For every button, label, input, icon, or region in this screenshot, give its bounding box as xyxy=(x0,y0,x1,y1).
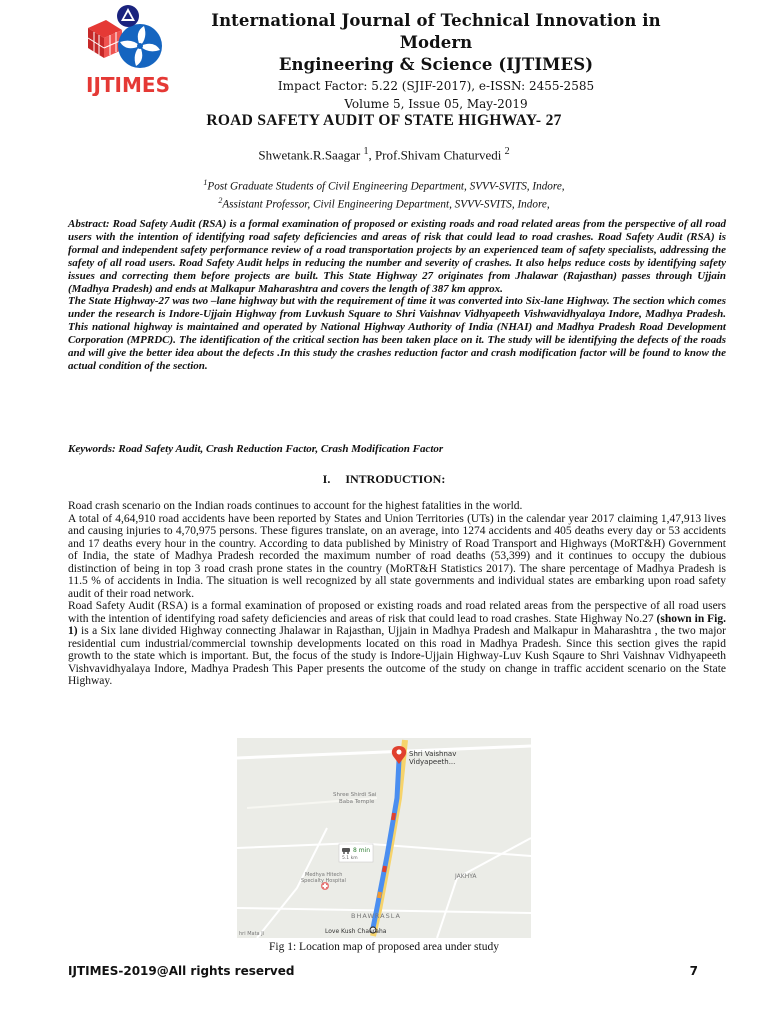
journal-title-line2: Engineering & Science (IJTIMES) xyxy=(278,55,594,74)
introduction-body xyxy=(68,500,726,688)
cube-icon xyxy=(88,20,122,58)
authors xyxy=(0,146,768,163)
abstract-paragraph-2: The State Highway-27 was two –lane highway but with the requirement of time it was converted into Six-lane Highway. The section which comes under the research is Indore-Ujjain Highway from Luvkush Square to Shri Vaishnav Vidhyapeeth Vishwavidhyalaya Indore, Madhya Pradesh. This national highway is maintained and operated by National Highway Authority of India (NHAI) and Madhya Pradesh Road Development Corporation (MPRDC). The identification of the critical section has been taken place on it. The study will be identifying the defects of the roads and will give the better idea about the defects .In this study the crashes reduction factor and crash modification factor will be found to know the actual condition of the section. xyxy=(68,295,726,372)
triangle-icon xyxy=(117,5,139,27)
destination-label-2: Vidyapeeth... xyxy=(409,758,456,766)
section-number: I. xyxy=(322,472,331,486)
hospital-label-2: Specialty Hospital xyxy=(301,878,346,884)
affiliation-2: $^2$Assistant Professor, Civil Engineering Department, SVVV-SVITS, Indore, xyxy=(218,195,550,211)
copyright-footer: IJTIMES-2019@All rights reserved xyxy=(68,964,295,978)
section-heading xyxy=(0,472,768,487)
body-paragraph-2: A total of 4,64,910 road accidents have been reported by States and Union Territories (UTs) in the calendar year 2017 claiming 1,47,913 lives and causing injuries to 4,70,975 persons. These figures translate, on an average, into 1274 accidents and 405 deaths every day or 53 accidents and 17 deaths every hour in the country. According to data published by Ministry of Road Transport and Highways (MoRT&H) Government of India, the state of Madhya Pradesh recorded the maximum number of road deaths (53,399) and it continues to occupy the dubious distinction of being in top 3 road crash prone states in the country (MoRT&H Statistics 2017). The share percentage of Madhya Pradesh is 11.5 % of accidents in India. The situation is well recognized by all state governments and individual states are embarking upon road safety audit of their road network. xyxy=(68,512,726,600)
ijtimes-logo xyxy=(78,4,178,96)
logo-wordmark: IJTIMES xyxy=(86,73,170,96)
author-2-sup: 2 xyxy=(504,146,510,157)
journal-header xyxy=(186,10,686,112)
author-2: Prof.Shivam Chaturvedi xyxy=(374,147,502,163)
figure-reference: (shown in Fig. 1) xyxy=(68,612,727,637)
destination-label-1: Shri Vaishnav xyxy=(409,750,457,758)
abstract xyxy=(68,218,726,373)
map-graphic xyxy=(237,738,531,938)
author-separator: , xyxy=(368,147,375,163)
affiliation-1: $^1$Post Graduate Students of Civil Engineering Department, SVVV-SVITS, Indore, xyxy=(203,178,565,193)
corner-label: hri Mata Ji xyxy=(239,931,265,937)
origin-label: Love Kush Chauraha xyxy=(325,928,387,935)
keywords: Keywords: Road Safety Audit, Crash Reduction Factor, Crash Modification Factor xyxy=(68,443,444,455)
location-map xyxy=(237,738,531,938)
drive-distance: 5.1 km xyxy=(342,856,358,861)
author-1: Shwetank.R.Saagar xyxy=(258,147,361,163)
temple-label-1: Shree Shirdi Sai xyxy=(333,792,377,798)
volume-issue: Volume 5, Issue 05, May-2019 xyxy=(344,97,528,111)
body-paragraph-1: Road crash scenario on the Indian roads continues to account for the highest fatalities in the world. xyxy=(68,500,523,512)
drive-time: 8 min xyxy=(353,847,371,854)
page-number: 7 xyxy=(689,964,698,978)
jakhya-label: JAKHYA xyxy=(455,873,477,880)
impact-factor: Impact Factor: 5.22 (SJIF-2017), e-ISSN: 2455-2585 xyxy=(277,79,595,93)
drive-time-badge xyxy=(339,844,373,862)
pinwheel-icon xyxy=(118,24,162,68)
body-paragraph-3: Road Safety Audit (RSA) is a formal examination of proposed or existing roads and road related areas from the perspective of all road users with the intention of identifying road safety deficiencies and areas of risk that could lead to road crashes. State Highway No.27 (shown in Fig. 1) is a Six lane divided Highway connecting Jhalawar in Rajasthan, Ujjain in Madhya Pradesh and Malkapur in Maharashtra , the two major residential cum industrial/commercial township developments located on this road in Madhya Pradesh. Since this section gives the rapid growth to the state which is important. But, the focus of the study is Indore-Ujjain Highway-Luv Kush Sqaure to Shri Vaishnav Vidhyapeeth Vishvavidhyalaya Indore, Madhya Pradesh This Paper presents the outcome of the study on change in traffic accident scenario on the State Highway. xyxy=(68,600,727,687)
bhawrasla-label: BHAWRASLA xyxy=(351,912,401,920)
figure-caption: Fig 1: Location map of proposed area under study xyxy=(269,941,499,953)
section-title: INTRODUCTION: xyxy=(345,472,446,486)
temple-label-2: Baba Temple xyxy=(339,799,375,805)
author-1-sup: 1 xyxy=(363,146,369,157)
hospital-label-1: Medhya Hitech xyxy=(305,872,343,878)
abstract-paragraph-1: Abstract: Road Safety Audit (RSA) is a formal examination of proposed or existing roads and road related areas from the perspective of all road users with the intention of identifying road safety deficiencies and areas of risk that could lead to road crashes. Road Safety Audit (RSA) is formal and independent safety performance review of a road transportation projects by an experienced team of safety specialists, addressing the safety of all road users. Road Safety Audit helps in reducing the number and severity of crashes. It also helps reduce costs by identifying safety issues and correcting them before projects are built. This State Highway 27 originates from Jhalawar (Rajasthan) passes through Ujjain (Madhya Pradesh) and ends at Malkapur Maharashtra and covers the length of 387 km approx. xyxy=(68,218,726,295)
affiliations xyxy=(0,176,768,211)
journal-title-line1: International Journal of Technical Innovation in Modern xyxy=(211,11,661,52)
paper-title: ROAD SAFETY AUDIT OF STATE HIGHWAY- 27 xyxy=(206,112,562,129)
